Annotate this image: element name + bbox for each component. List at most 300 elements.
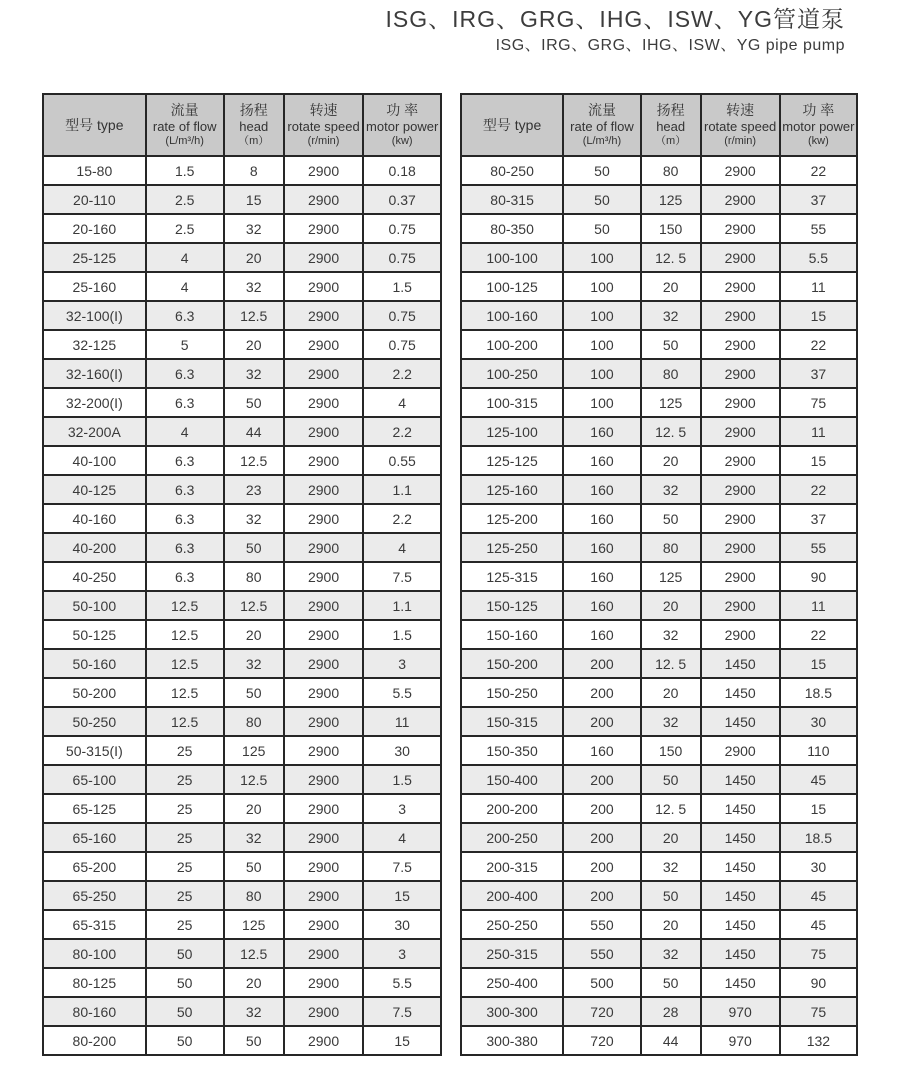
cell: 2900: [284, 823, 364, 852]
cell: 2900: [701, 475, 780, 504]
table-row: [43, 272, 441, 301]
cell: 150-200: [461, 649, 563, 678]
cell: 125-250: [461, 533, 563, 562]
cell: 2900: [701, 620, 780, 649]
table-row: [461, 823, 857, 852]
cell: 125-315: [461, 562, 563, 591]
table-row: [43, 997, 441, 1026]
header-label: 功 率: [802, 101, 835, 118]
cell: 20: [224, 620, 284, 649]
table-row: [461, 591, 857, 620]
cell: 0.18: [363, 156, 441, 185]
col-header-speed: [701, 94, 780, 156]
cell: 75: [780, 388, 857, 417]
table-row: [461, 939, 857, 968]
title-block: [386, 5, 845, 56]
cell: 100: [563, 272, 641, 301]
cell: 0.75: [363, 243, 441, 272]
cell: 1.5: [146, 156, 224, 185]
cell: 2900: [284, 968, 364, 997]
table-row: [43, 388, 441, 417]
cell: 50: [146, 997, 224, 1026]
cell: 50: [224, 678, 284, 707]
cell: 20: [641, 446, 701, 475]
cell: 32-100(I): [43, 301, 146, 330]
table-row: [43, 243, 441, 272]
cell: 15: [780, 301, 857, 330]
table-row: [43, 649, 441, 678]
cell: 2900: [284, 243, 364, 272]
pump-table-left: [42, 93, 442, 1056]
header-row: [461, 94, 857, 156]
cell: 11: [363, 707, 441, 736]
table-row: [43, 359, 441, 388]
header-label: （m）: [238, 134, 270, 147]
table-row: [461, 620, 857, 649]
cell: 200-400: [461, 881, 563, 910]
table-row: [461, 765, 857, 794]
cell: 2900: [701, 156, 780, 185]
cell: 125: [224, 736, 284, 765]
cell: 50: [563, 185, 641, 214]
cell: 18.5: [780, 678, 857, 707]
cell: 100-125: [461, 272, 563, 301]
table-row: [461, 997, 857, 1026]
cell: 6.3: [146, 446, 224, 475]
table-header: [43, 94, 441, 156]
cell: 2900: [701, 185, 780, 214]
cell: 30: [780, 852, 857, 881]
cell: 160: [563, 504, 641, 533]
cell: 11: [780, 591, 857, 620]
cell: 32: [641, 939, 701, 968]
cell: 65-160: [43, 823, 146, 852]
cell: 15: [780, 446, 857, 475]
cell: 1.1: [363, 475, 441, 504]
page-title: ISG、IRG、GRG、IHG、ISW、YG管道泵: [385, 6, 845, 32]
table-row: [461, 388, 857, 417]
cell: 2900: [701, 446, 780, 475]
cell: 50: [146, 939, 224, 968]
table-body: [43, 156, 441, 1055]
cell: 15: [363, 881, 441, 910]
cell: 22: [780, 620, 857, 649]
pump-table-right: [460, 93, 858, 1056]
table-row: [43, 185, 441, 214]
cell: 125: [224, 910, 284, 939]
cell: 150-250: [461, 678, 563, 707]
cell: 15: [780, 649, 857, 678]
cell: 2900: [284, 185, 364, 214]
cell: 300-300: [461, 997, 563, 1026]
table-row: [461, 968, 857, 997]
cell: 500: [563, 968, 641, 997]
cell: 25: [146, 910, 224, 939]
cell: 2900: [701, 533, 780, 562]
cell: 200-200: [461, 794, 563, 823]
table-row: [43, 591, 441, 620]
cell: 2900: [284, 794, 364, 823]
header-label: head: [239, 119, 269, 135]
cell: 250-315: [461, 939, 563, 968]
cell: 150-400: [461, 765, 563, 794]
cell: 80-100: [43, 939, 146, 968]
cell: 12.5: [146, 707, 224, 736]
cell: 15-80: [43, 156, 146, 185]
cell: 2900: [701, 301, 780, 330]
cell: 65-125: [43, 794, 146, 823]
cell: 1450: [701, 678, 780, 707]
header-label: (kw): [807, 134, 829, 147]
cell: 12. 5: [641, 794, 701, 823]
cell: 200: [563, 707, 641, 736]
cell: 2900: [284, 272, 364, 301]
cell: 720: [563, 1026, 641, 1055]
cell: 12.5: [146, 620, 224, 649]
cell: 50: [224, 852, 284, 881]
header-label: (L/m³/h): [582, 134, 622, 147]
cell: 160: [563, 591, 641, 620]
cell: 50-125: [43, 620, 146, 649]
cell: 20: [224, 243, 284, 272]
table-row: [461, 1026, 857, 1055]
cell: 160: [563, 446, 641, 475]
cell: 200: [563, 852, 641, 881]
cell: 50: [563, 156, 641, 185]
page-subtitle: ISG、IRG、GRG、IHG、ISW、YG pipe pump: [495, 36, 845, 54]
cell: 2.2: [363, 504, 441, 533]
cell: 22: [780, 156, 857, 185]
cell: 100: [563, 359, 641, 388]
cell: 25: [146, 765, 224, 794]
cell: 75: [780, 939, 857, 968]
header-label: rotate speed: [287, 119, 360, 135]
cell: 20: [641, 591, 701, 620]
cell: 100: [563, 243, 641, 272]
cell: 6.3: [146, 533, 224, 562]
header-label: 型号 type: [65, 117, 124, 133]
cell: 2900: [284, 707, 364, 736]
cell: 40-160: [43, 504, 146, 533]
cell: 2900: [701, 388, 780, 417]
cell: 6.3: [146, 475, 224, 504]
cell: 20: [224, 330, 284, 359]
cell: 200: [563, 765, 641, 794]
cell: 2900: [284, 620, 364, 649]
cell: 90: [780, 968, 857, 997]
cell: 125-125: [461, 446, 563, 475]
cell: 18.5: [780, 823, 857, 852]
header-label: rate of flow: [152, 119, 217, 135]
table-row: [43, 794, 441, 823]
cell: 125-200: [461, 504, 563, 533]
cell: 200: [563, 881, 641, 910]
cell: 75: [780, 997, 857, 1026]
cell: 2900: [284, 910, 364, 939]
cell: 6.3: [146, 504, 224, 533]
cell: 550: [563, 939, 641, 968]
cell: 2900: [284, 388, 364, 417]
cell: 28: [641, 997, 701, 1026]
header-label: (r/min): [307, 134, 340, 147]
cell: 0.55: [363, 446, 441, 475]
cell: 250-400: [461, 968, 563, 997]
cell: 100-315: [461, 388, 563, 417]
cell: 32: [641, 475, 701, 504]
cell: 12.5: [224, 591, 284, 620]
cell: 50: [224, 388, 284, 417]
table-row: [461, 330, 857, 359]
cell: 160: [563, 475, 641, 504]
cell: 37: [780, 185, 857, 214]
cell: 65-200: [43, 852, 146, 881]
col-header-flow: [146, 94, 224, 156]
table-row: [461, 910, 857, 939]
cell: 40-200: [43, 533, 146, 562]
table-row: [43, 736, 441, 765]
cell: 80-200: [43, 1026, 146, 1055]
cell: 5: [146, 330, 224, 359]
cell: 2900: [284, 881, 364, 910]
cell: 80: [224, 562, 284, 591]
table-row: [43, 852, 441, 881]
cell: 0.75: [363, 301, 441, 330]
cell: 23: [224, 475, 284, 504]
cell: 32: [641, 852, 701, 881]
table-row: [461, 533, 857, 562]
table-row: [43, 765, 441, 794]
table-row: [461, 736, 857, 765]
table-row: [461, 475, 857, 504]
cell: 1.5: [363, 272, 441, 301]
cell: 80-350: [461, 214, 563, 243]
cell: 80: [641, 533, 701, 562]
table-row: [43, 823, 441, 852]
cell: 100-100: [461, 243, 563, 272]
table-body: [461, 156, 857, 1055]
table-row: [43, 475, 441, 504]
cell: 20-110: [43, 185, 146, 214]
table-row: [43, 562, 441, 591]
cell: 160: [563, 533, 641, 562]
cell: 125: [641, 562, 701, 591]
cell: 40-250: [43, 562, 146, 591]
cell: 2900: [284, 330, 364, 359]
cell: 32: [224, 504, 284, 533]
cell: 50-315(I): [43, 736, 146, 765]
table-row: [43, 301, 441, 330]
cell: 80-250: [461, 156, 563, 185]
cell: 25: [146, 823, 224, 852]
cell: 2900: [701, 359, 780, 388]
col-header-type: [461, 94, 563, 156]
cell: 2900: [701, 504, 780, 533]
cell: 20: [641, 678, 701, 707]
cell: 20: [641, 910, 701, 939]
cell: 50: [641, 968, 701, 997]
cell: 80: [224, 881, 284, 910]
cell: 44: [224, 417, 284, 446]
cell: 50: [563, 214, 641, 243]
cell: 200: [563, 794, 641, 823]
cell: 125-100: [461, 417, 563, 446]
table-row: [461, 678, 857, 707]
cell: 37: [780, 504, 857, 533]
cell: 1450: [701, 765, 780, 794]
cell: 2900: [701, 330, 780, 359]
cell: 2900: [284, 765, 364, 794]
cell: 100-250: [461, 359, 563, 388]
header-row: [43, 94, 441, 156]
cell: 1.5: [363, 765, 441, 794]
cell: 150: [641, 736, 701, 765]
cell: 7.5: [363, 997, 441, 1026]
cell: 6.3: [146, 359, 224, 388]
cell: 132: [780, 1026, 857, 1055]
cell: 12.5: [224, 765, 284, 794]
cell: 7.5: [363, 852, 441, 881]
cell: 40-125: [43, 475, 146, 504]
cell: 37: [780, 359, 857, 388]
cell: 8: [224, 156, 284, 185]
cell: 160: [563, 620, 641, 649]
cell: 2.2: [363, 417, 441, 446]
table-row: [43, 446, 441, 475]
header-label: motor power: [366, 119, 439, 135]
cell: 25-125: [43, 243, 146, 272]
table-row: [461, 562, 857, 591]
table-row: [461, 214, 857, 243]
cell: 150-315: [461, 707, 563, 736]
cell: 150: [641, 214, 701, 243]
cell: 1450: [701, 823, 780, 852]
header-label: (r/min): [724, 134, 757, 147]
table-row: [43, 968, 441, 997]
cell: 5.5: [363, 968, 441, 997]
cell: 2900: [284, 301, 364, 330]
cell: 4: [146, 417, 224, 446]
col-header-speed: [284, 94, 364, 156]
cell: 3: [363, 794, 441, 823]
cell: 12.5: [146, 678, 224, 707]
cell: 2900: [701, 736, 780, 765]
cell: 2.5: [146, 185, 224, 214]
cell: 50: [224, 1026, 284, 1055]
cell: 45: [780, 910, 857, 939]
tables-wrap: [42, 93, 858, 1056]
cell: 100: [563, 388, 641, 417]
cell: 32: [641, 620, 701, 649]
cell: 55: [780, 533, 857, 562]
col-header-type: [43, 94, 146, 156]
cell: 1450: [701, 968, 780, 997]
cell: 12.5: [224, 301, 284, 330]
table-row: [461, 649, 857, 678]
cell: 80: [224, 707, 284, 736]
cell: 2900: [701, 243, 780, 272]
cell: 1.5: [363, 620, 441, 649]
table-row: [43, 620, 441, 649]
cell: 20: [224, 968, 284, 997]
cell: 5.5: [780, 243, 857, 272]
cell: 2900: [701, 214, 780, 243]
cell: 12.5: [224, 939, 284, 968]
table-row: [461, 359, 857, 388]
cell: 5.5: [363, 678, 441, 707]
cell: 2900: [701, 272, 780, 301]
cell: 50: [641, 881, 701, 910]
table-row: [461, 881, 857, 910]
cell: 125-160: [461, 475, 563, 504]
cell: 20: [641, 272, 701, 301]
table-row: [461, 272, 857, 301]
cell: 90: [780, 562, 857, 591]
table-row: [43, 214, 441, 243]
cell: 32: [224, 823, 284, 852]
cell: 300-380: [461, 1026, 563, 1055]
cell: 160: [563, 562, 641, 591]
cell: 11: [780, 272, 857, 301]
header-label: 转速: [726, 101, 755, 118]
cell: 55: [780, 214, 857, 243]
cell: 4: [363, 823, 441, 852]
cell: 25: [146, 881, 224, 910]
cell: 2900: [284, 649, 364, 678]
header-label: 扬程: [239, 101, 268, 118]
table-row: [43, 707, 441, 736]
table-row: [43, 1026, 441, 1055]
cell: 100: [563, 301, 641, 330]
cell: 32: [224, 272, 284, 301]
cell: 50-200: [43, 678, 146, 707]
cell: 150-125: [461, 591, 563, 620]
cell: 80-160: [43, 997, 146, 1026]
cell: 2900: [284, 736, 364, 765]
cell: 40-100: [43, 446, 146, 475]
cell: 32: [641, 301, 701, 330]
header-label: 功 率: [386, 101, 419, 118]
cell: 50-100: [43, 591, 146, 620]
cell: 25: [146, 852, 224, 881]
cell: 100: [563, 330, 641, 359]
cell: 4: [146, 243, 224, 272]
cell: 1450: [701, 852, 780, 881]
table-row: [43, 156, 441, 185]
cell: 20: [641, 823, 701, 852]
table-row: [43, 881, 441, 910]
cell: 110: [780, 736, 857, 765]
cell: 1450: [701, 794, 780, 823]
cell: 80-315: [461, 185, 563, 214]
cell: 15: [780, 794, 857, 823]
cell: 2900: [284, 417, 364, 446]
col-header-power: [363, 94, 441, 156]
cell: 50: [146, 1026, 224, 1055]
table-row: [43, 330, 441, 359]
cell: 6.3: [146, 301, 224, 330]
header-label: motor power: [782, 119, 855, 135]
cell: 6.3: [146, 388, 224, 417]
header-label: 扬程: [656, 101, 685, 118]
cell: 32: [224, 997, 284, 1026]
cell: 6.3: [146, 562, 224, 591]
cell: 32-160(I): [43, 359, 146, 388]
cell: 2900: [284, 591, 364, 620]
cell: 2900: [284, 562, 364, 591]
table-row: [461, 156, 857, 185]
table-row: [461, 446, 857, 475]
col-header-head: [641, 94, 701, 156]
